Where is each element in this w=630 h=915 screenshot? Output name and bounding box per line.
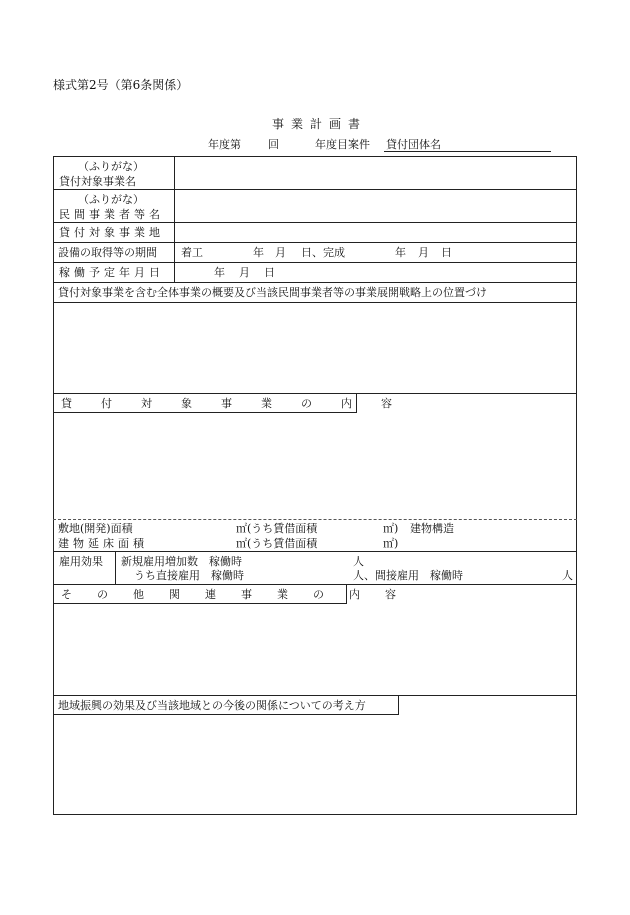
operation-year: 年 bbox=[214, 266, 225, 279]
start-label: 着工 bbox=[181, 246, 203, 259]
furigana-label-1: （ふりがな） bbox=[78, 160, 144, 173]
page-title: 事業計画書 bbox=[272, 117, 368, 131]
complete-day: 日 bbox=[441, 246, 452, 259]
floor-area-close: ㎡) bbox=[383, 537, 399, 550]
fiscal-year-label: 年度第 bbox=[208, 138, 241, 151]
direct-hires-label: うち直接雇用 稼働時 bbox=[134, 569, 244, 582]
group-name-label: 貸付団体名 bbox=[386, 138, 441, 151]
site-area-close: ㎡) bbox=[383, 522, 399, 535]
site-area-lease: ㎡(うち賃借面積 bbox=[236, 522, 318, 535]
regional-heading: 地域振興の効果及び当該地域との今後の関係についての考え方 bbox=[58, 699, 366, 712]
operation-month: 月 bbox=[239, 266, 250, 279]
start-year: 年 bbox=[253, 246, 264, 259]
other-heading: その他関連事業の内容 bbox=[61, 588, 421, 601]
indirect-hires-persons: 人 bbox=[562, 569, 573, 582]
employment-divider bbox=[115, 551, 116, 584]
operation-day: 日 bbox=[264, 266, 275, 279]
dashed-separator bbox=[53, 519, 577, 520]
furigana-label-2: （ふりがな） bbox=[78, 193, 144, 206]
floor-area-label: 建物延床面積 bbox=[58, 537, 148, 550]
group-name-underline bbox=[384, 151, 551, 152]
operator-name-label: 民間事業者等名 bbox=[59, 208, 164, 221]
form-number: 様式第2号（第6条関係） bbox=[53, 78, 189, 92]
overview-heading: 貸付対象事業を含む全体事業の概要及び当該民間事業者等の事業展開戦略上の位置づけ bbox=[58, 286, 487, 299]
building-structure-label: 建物構造 bbox=[410, 522, 454, 535]
acquisition-period-label: 設備の取得等の期間 bbox=[58, 246, 157, 259]
round-label: 回 bbox=[268, 138, 279, 151]
project-location-label: 貸付対象事業地 bbox=[59, 226, 164, 239]
content-heading: 貸付対象事業の内容 bbox=[61, 397, 421, 410]
complete-month: 月 bbox=[418, 246, 429, 259]
employment-label: 雇用効果 bbox=[59, 555, 103, 568]
new-hires-persons: 人 bbox=[353, 555, 364, 568]
case-label: 年度目案件 bbox=[315, 138, 370, 151]
project-name-label: 貸付対象事業名 bbox=[59, 175, 136, 188]
new-hires-label: 新規雇用増加数 稼働時 bbox=[121, 555, 242, 568]
indirect-hires-label: 人、間接雇用 稼働時 bbox=[353, 569, 463, 582]
start-day-complete: 日、完成 bbox=[301, 246, 345, 259]
site-area-label: 敷地(開発)面積 bbox=[58, 522, 133, 535]
floor-area-lease: ㎡(うち賃借面積 bbox=[236, 537, 318, 550]
complete-year: 年 bbox=[395, 246, 406, 259]
label-column-divider bbox=[174, 156, 175, 282]
start-month: 月 bbox=[275, 246, 286, 259]
operation-date-label: 稼働予定年月日 bbox=[59, 266, 164, 279]
